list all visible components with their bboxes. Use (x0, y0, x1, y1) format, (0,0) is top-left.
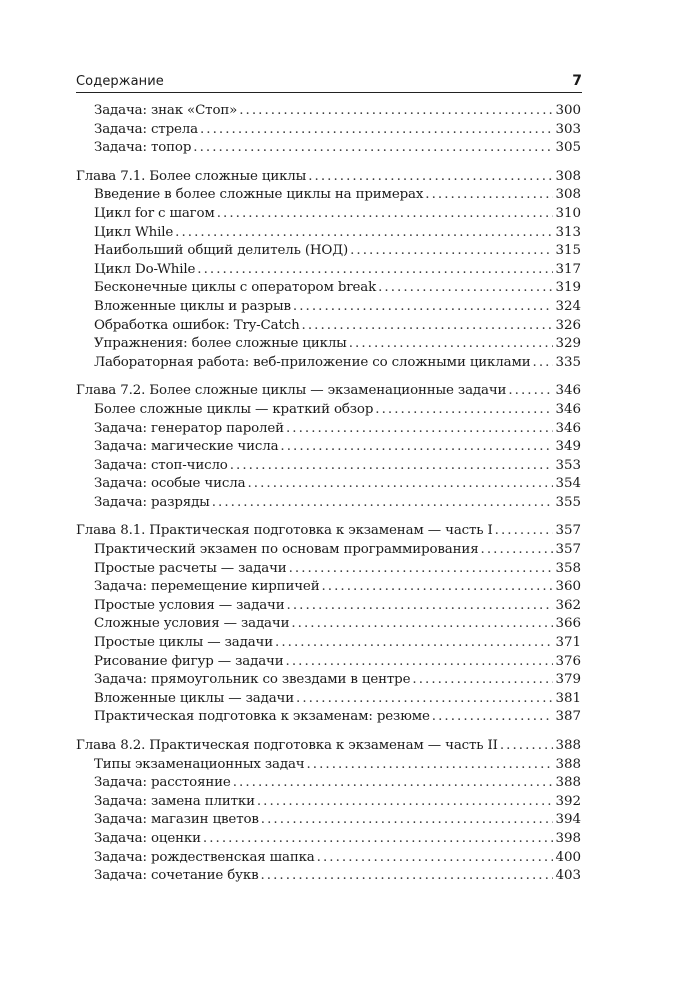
entry-title: Лабораторная работа: веб-приложение со сложными циклами (94, 354, 531, 370)
dot-leader (286, 654, 554, 669)
toc-entry-row[interactable] (76, 262, 581, 281)
entry-title: Задача: генератор паролей (94, 420, 284, 436)
toc-entry-row[interactable] (76, 206, 581, 225)
entry-title: Введение в более сложные циклы на примерах (94, 187, 424, 203)
entry-title: Обработка ошибок: Try-Catch (94, 317, 300, 333)
entry-title: Задача: прямоугольник со звездами в центре (94, 672, 411, 688)
page-number: 349 (555, 439, 581, 455)
dot-leader (302, 318, 554, 333)
page-number: 300 (555, 103, 581, 118)
dot-leader (296, 691, 553, 706)
page-number: 394 (555, 812, 581, 828)
page-number: 400 (555, 849, 581, 865)
toc-entry-row[interactable] (76, 458, 581, 477)
dot-leader (291, 616, 553, 631)
toc-entry-row[interactable] (76, 476, 581, 495)
entry-title: Задача: разряды (94, 494, 210, 510)
toc-entry-row[interactable] (76, 439, 581, 458)
page-number: 346 (555, 420, 581, 436)
dot-leader (308, 169, 553, 184)
chapter-title: Глава 8.2. Практическая подготовка к экзаменам — часть II (76, 738, 498, 753)
page-number: 376 (555, 653, 581, 669)
dot-leader (203, 831, 554, 846)
toc-chapter-row[interactable] (76, 383, 581, 402)
toc-entry-row[interactable] (76, 775, 581, 794)
page-number: 346 (555, 383, 581, 399)
page-number: 310 (555, 205, 581, 221)
dot-leader (239, 103, 553, 118)
dot-leader (317, 850, 554, 865)
dot-leader (275, 635, 553, 650)
dot-leader (193, 140, 553, 155)
chapter-title: Глава 8.1. Практическая подготовка к экзаменам — часть I (76, 523, 493, 539)
toc-entry-row[interactable] (76, 561, 581, 580)
entry-title: Задача: расстояние (94, 775, 231, 791)
page-number: 315 (555, 243, 581, 259)
toc-entry-row[interactable] (76, 495, 581, 514)
entry-title: Задача: особые числа (94, 476, 246, 492)
dot-leader (212, 495, 554, 510)
toc-entry-row[interactable] (76, 225, 581, 244)
entry-title: Более сложные циклы — краткий обзор (94, 401, 374, 417)
entry-title: Простые циклы — задачи (94, 635, 274, 651)
dot-leader (286, 421, 553, 436)
page-number: 317 (555, 261, 581, 277)
page-number: 329 (555, 336, 581, 352)
dot-leader (200, 122, 553, 137)
entry-title: Задача: замена плитки (94, 793, 255, 809)
dot-leader (230, 458, 554, 473)
header-page-number: 7 (572, 73, 582, 89)
dot-leader (533, 355, 554, 370)
toc-entry-row[interactable] (76, 812, 581, 831)
entry-title: Задача: магазин цветов (94, 812, 259, 828)
toc-chapter-row[interactable] (76, 738, 581, 757)
header-title: Содержание (76, 74, 164, 89)
page-number: 357 (555, 542, 581, 558)
page-number: 388 (555, 738, 581, 753)
page-number: 371 (555, 635, 581, 651)
toc-entry-row[interactable] (76, 299, 581, 318)
dot-leader (481, 542, 554, 557)
dot-leader (247, 476, 553, 491)
entry-title: Типы экзаменационных задач (94, 756, 305, 772)
page-number: 303 (555, 121, 581, 137)
dot-leader (432, 709, 554, 724)
toc-entry-row[interactable] (76, 868, 581, 887)
entry-title: Задача: стрела (94, 121, 198, 137)
dot-leader (321, 579, 553, 594)
page-number: 346 (555, 401, 581, 417)
toc-group (76, 523, 581, 728)
dot-leader (425, 187, 553, 202)
running-header (76, 74, 582, 93)
dot-leader (233, 775, 554, 790)
toc-entry-row[interactable] (76, 850, 581, 869)
entry-title: Практический экзамен по основам программирования (94, 542, 479, 558)
toc-chapter-row[interactable] (76, 169, 581, 188)
page-number: 392 (555, 793, 581, 809)
page-number: 387 (555, 709, 581, 725)
dot-leader (260, 868, 553, 883)
toc-entry-row[interactable] (76, 579, 581, 598)
page-number: 398 (555, 830, 581, 846)
dot-leader (378, 280, 553, 295)
page-number: 358 (555, 560, 581, 576)
toc-entry-row[interactable] (76, 635, 581, 654)
entry-title: Сложные условия — задачи (94, 616, 290, 632)
entry-title: Вложенные циклы — задачи (94, 690, 295, 706)
dot-leader (375, 402, 553, 417)
dot-leader (349, 336, 554, 351)
toc-entry-row[interactable] (76, 616, 581, 635)
entry-title: Рисование фигур — задачи (94, 653, 284, 669)
entry-title: Задача: перемещение кирпичей (94, 579, 320, 595)
page-number: 308 (555, 187, 581, 203)
entry-title: Задача: сочетание букв (94, 868, 259, 884)
page-number: 324 (555, 298, 581, 314)
toc-entry-row[interactable] (76, 402, 581, 421)
toc-entry-row[interactable] (76, 122, 581, 141)
toc-entry-row[interactable] (76, 672, 581, 691)
toc-entry-row[interactable] (76, 280, 581, 299)
toc-entry-row[interactable] (76, 140, 581, 159)
page-number: 388 (555, 756, 581, 772)
dot-leader (175, 225, 553, 240)
dot-leader (500, 738, 554, 753)
toc-group (76, 103, 581, 159)
entry-title: Цикл While (94, 224, 174, 240)
toc-entry-row[interactable] (76, 709, 581, 728)
entry-title: Практическая подготовка к экзаменам: резюме (94, 709, 430, 725)
page-number: 357 (555, 523, 581, 539)
toc-entry-row[interactable] (76, 421, 581, 440)
chapter-title: Глава 7.1. Более сложные циклы (76, 168, 307, 184)
toc-entry-row[interactable] (76, 187, 581, 206)
entry-title: Задача: рождественская шапка (94, 849, 315, 865)
dot-leader (508, 383, 553, 398)
dot-leader (257, 794, 554, 809)
page-number: 355 (555, 494, 581, 510)
page-number: 326 (555, 317, 581, 333)
toc-entry-row[interactable] (76, 318, 581, 337)
dot-leader (495, 523, 554, 538)
entry-title: Задача: стоп-число (94, 457, 228, 473)
page-number: 313 (555, 224, 581, 240)
page-number: 379 (555, 672, 581, 688)
dot-leader (287, 598, 554, 613)
entry-title: Упражнения: более сложные циклы (94, 336, 347, 352)
entry-title: Простые расчеты — задачи (94, 560, 287, 576)
entry-title: Задача: магические числа (94, 439, 279, 455)
entry-title: Задача: знак «Стоп» (94, 103, 238, 118)
entry-title: Простые условия — задачи (94, 597, 285, 613)
toc-group (76, 738, 581, 887)
toc-entry-row[interactable] (76, 542, 581, 561)
entry-title: Задача: топор (94, 140, 192, 156)
dot-leader (289, 561, 554, 576)
entry-title: Вложенные циклы и разрыв (94, 298, 291, 314)
page-number: 353 (555, 457, 581, 473)
toc-entry-row[interactable] (76, 654, 581, 673)
toc-entry-row[interactable] (76, 794, 581, 813)
page-number: 308 (555, 168, 581, 184)
table-of-contents (76, 103, 581, 897)
page-number: 360 (555, 579, 581, 595)
dot-leader (197, 262, 553, 277)
page-number: 319 (555, 280, 581, 296)
page-number: 354 (555, 476, 581, 492)
toc-entry-row[interactable] (76, 243, 581, 262)
toc-entry-row[interactable] (76, 598, 581, 617)
page-number: 381 (555, 690, 581, 706)
toc-group (76, 169, 581, 374)
toc-entry-row[interactable] (76, 831, 581, 850)
page-number: 403 (555, 868, 581, 884)
dot-leader (261, 812, 554, 827)
toc-entry-row[interactable] (76, 336, 581, 355)
chapter-title: Глава 7.2. Более сложные циклы — экзаменационные задачи (76, 383, 507, 399)
entry-title: Задача: оценки (94, 830, 201, 846)
entry-title: Бесконечные циклы с оператором break (94, 280, 377, 296)
dot-leader (412, 672, 553, 687)
toc-group (76, 383, 581, 513)
toc-chapter-row[interactable] (76, 523, 581, 542)
page-number: 335 (555, 354, 581, 370)
dot-leader (350, 243, 553, 258)
toc-entry-row[interactable] (76, 757, 581, 776)
dot-leader (306, 757, 553, 772)
entry-title: Цикл for с шагом (94, 205, 215, 221)
page-number: 388 (555, 775, 581, 791)
toc-entry-row[interactable] (76, 103, 581, 122)
dot-leader (217, 206, 554, 221)
toc-entry-row[interactable] (76, 691, 581, 710)
page-number: 305 (555, 140, 581, 156)
toc-entry-row[interactable] (76, 355, 581, 374)
entry-title: Наибольший общий делитель (НОД) (94, 243, 349, 259)
dot-leader (293, 299, 554, 314)
page-number: 366 (555, 616, 581, 632)
entry-title: Цикл Do-While (94, 261, 196, 277)
dot-leader (280, 439, 553, 454)
page-number: 362 (555, 597, 581, 613)
